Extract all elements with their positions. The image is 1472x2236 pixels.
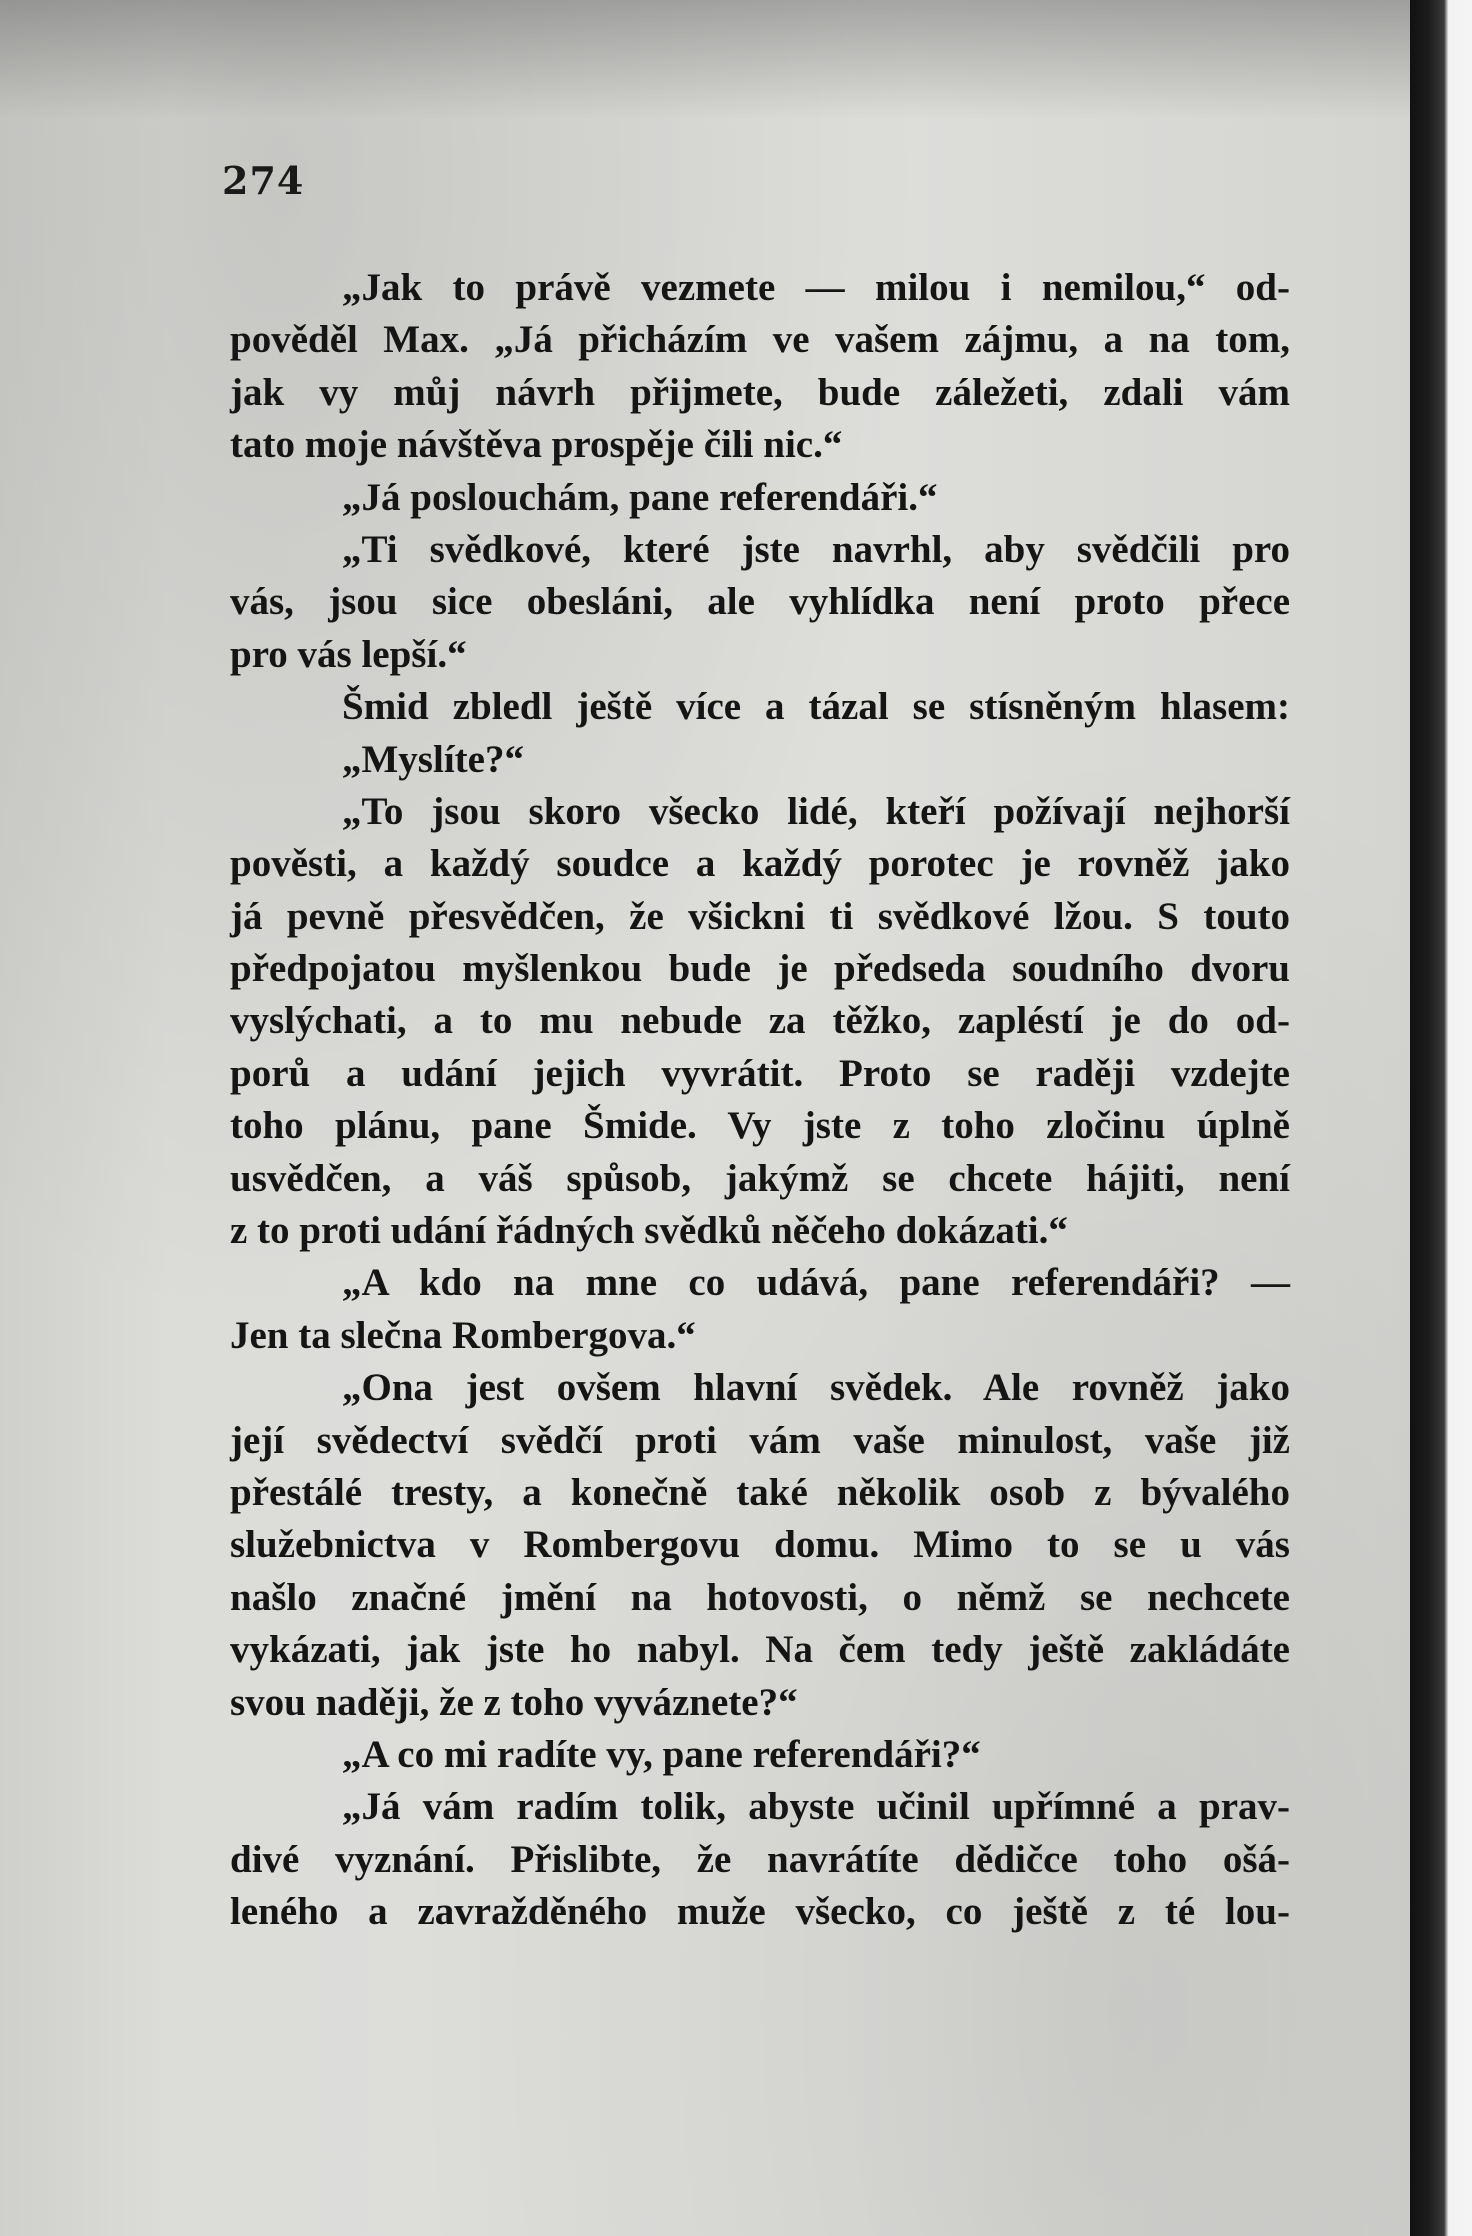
text-line: vás, jsou sice obesláni, ale vyhlídka není proto přece <box>230 580 1290 624</box>
body-text <box>230 262 1290 1939</box>
text-line: přestálé tresty, a konečně také několik osob z bývalého <box>230 1470 1290 1514</box>
text-line: Jen ta slečna Rombergova.“ <box>230 1313 696 1357</box>
text-line: „A kdo na mne co udává, pane referendáři? — <box>342 1261 1290 1305</box>
text-line: porů a udání jejich vyvrátit. Proto se raději vzdejte <box>230 1051 1290 1095</box>
text-line: Šmid zbledl ještě více a tázal se stísněným hlasem: <box>342 685 1290 729</box>
text-line: „A co mi radíte vy, pane referendáři?“ <box>342 1732 981 1776</box>
page-shadow <box>0 0 1410 120</box>
text-line: pověsti, a každý soudce a každý porotec je rovněž jako <box>230 842 1290 886</box>
text-line: „Já vám radím tolik, abyste učinil upřímné a prav- <box>342 1785 1290 1829</box>
text-line: vykázati, jak jste ho nabyl. Na čem tedy ještě zakládáte <box>230 1628 1290 1672</box>
text-line: „Jak to právě vezmete — milou i nemilou,“ od- <box>342 266 1290 309</box>
text-line: pověděl Max. „Já přicházím ve vašem zájmu, a na tom, <box>230 318 1290 362</box>
text-line: „Ona jest ovšem hlavní svědek. Ale rovněž jako <box>342 1366 1290 1410</box>
text-line: služebnictva v Rombergovu domu. Mimo to se u vás <box>230 1523 1290 1567</box>
text-line: leného a zavražděného muže všecko, co ještě z té lou- <box>230 1890 1290 1934</box>
text-line: pro vás lepší.“ <box>230 632 467 676</box>
text-line: našlo značné jmění na hotovosti, o němž se nechcete <box>230 1575 1290 1619</box>
text-line: divé vyznání. Přislibte, že navrátíte dědičce toho ošá- <box>230 1837 1290 1881</box>
text-line: já pevně přesvědčen, že všickni ti svědkové lžou. S touto <box>230 894 1290 938</box>
text-line: svou naději, že z toho vyváznete?“ <box>230 1680 798 1724</box>
text-line: z to proti udání řádných svědků něčeho dokázati.“ <box>230 1209 1068 1253</box>
text-line: „To jsou skoro všecko lidé, kteří požívají nejhorší <box>342 789 1290 833</box>
page-number: 274 <box>222 158 305 203</box>
text-line: tato moje návštěva prospěje čili nic.“ <box>230 423 843 467</box>
text-line: „Ti svědkové, které jste navrhl, aby svědčili pro <box>342 527 1290 571</box>
text-line: „Já poslouchám, pane referendáři.“ <box>342 475 938 519</box>
text-line: jak vy můj návrh přijmete, bude záležeti, zdali vám <box>230 370 1290 414</box>
text-line: „Myslíte?“ <box>342 737 524 781</box>
text-line: toho plánu, pane Šmide. Vy jste z toho zločinu úplně <box>230 1104 1290 1148</box>
text-line: usvědčen, a váš spůsob, jakýmž se chcete hájiti, není <box>230 1156 1290 1200</box>
text-line: vyslýchati, a to mu nebude za těžko, zapléstí je do od- <box>230 999 1290 1043</box>
text-line: její svědectví svědčí proti vám vaše minulost, vaše již <box>230 1418 1290 1462</box>
page-edge <box>1410 0 1472 2236</box>
text-line: předpojatou myšlenkou bude je předseda soudního dvoru <box>230 947 1290 991</box>
